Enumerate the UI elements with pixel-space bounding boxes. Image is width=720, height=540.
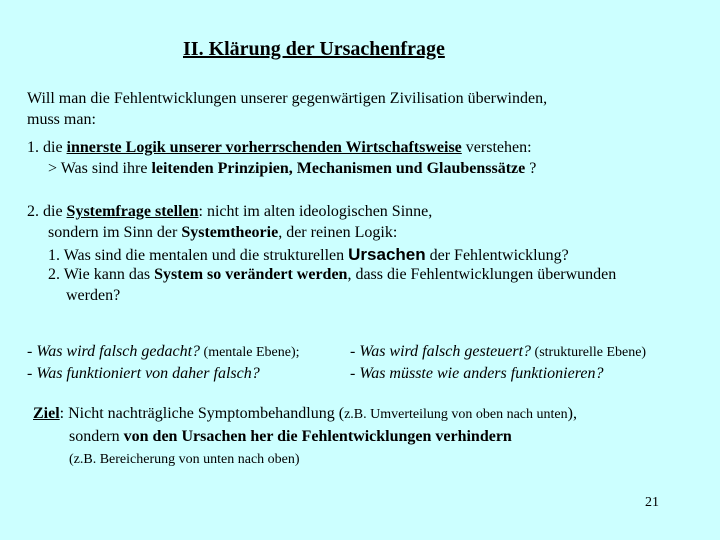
- goal-paren-close: ),: [567, 405, 577, 422]
- point-2-suffix: : nicht im alten ideologischen Sinne,: [198, 203, 433, 220]
- point-2-q2-emphasis: System so verändert werden: [154, 266, 348, 283]
- point-1-sub-emphasis: leitenden Prinzipien, Mechanismen und Glaubenssätze: [151, 160, 526, 177]
- point-2-line-2: [48, 224, 397, 242]
- question-left-2: - Was funktioniert von daher falsch?: [27, 365, 260, 382]
- point-1-prefix: 1. die: [27, 139, 67, 156]
- goal-text: Nicht nachträgliche Symptombehandlung: [68, 405, 335, 422]
- question-right-1: [350, 343, 646, 361]
- goal-line: [33, 405, 577, 423]
- point-2-q1-emphasis: Ursachen: [348, 245, 426, 264]
- page-number: 21: [645, 495, 659, 510]
- point-2-emphasis: Systemfrage stellen: [66, 203, 199, 220]
- question-left-1-text: - Was wird falsch gedacht?: [27, 343, 201, 360]
- point-2-line-2-suffix: , der reinen Logik:: [278, 224, 398, 241]
- question-left-1-note: (mentale Ebene);: [200, 345, 300, 360]
- goal-line-2: [69, 428, 512, 446]
- question-right-1-note: (strukturelle Ebene): [531, 345, 647, 360]
- goal-colon: :: [59, 405, 69, 422]
- point-1-line: [27, 139, 532, 157]
- goal-note-1: z.B. Umverteilung von oben nach unten: [344, 407, 568, 422]
- page-title: II. Klärung der Ursachenfrage: [183, 38, 445, 60]
- point-2-q1-prefix: 1. Was sind die mentalen und die strukturellen: [48, 247, 349, 264]
- point-2-line: [27, 203, 432, 221]
- goal-paren-open: (: [334, 405, 345, 422]
- goal-line-2-prefix: sondern: [69, 428, 124, 445]
- point-2-prefix: 2. die: [27, 203, 67, 220]
- goal-label: Ziel: [33, 405, 60, 422]
- point-2-line-2-prefix: sondern im Sinn der: [48, 224, 182, 241]
- question-right-1-text: - Was wird falsch gesteuert?: [350, 343, 532, 360]
- goal-line-2-emphasis: von den Ursachen her die Fehlentwicklungen verhindern: [123, 428, 512, 445]
- point-2-question-2-continued: werden?: [66, 287, 121, 304]
- point-2-question-2: [48, 266, 616, 284]
- point-2-question-1: [48, 245, 569, 265]
- point-1-suffix: verstehen:: [461, 139, 532, 156]
- question-right-2: - Was müsste wie anders funktionieren?: [350, 365, 604, 382]
- intro-line-1: Will man die Fehlentwicklungen unserer gegenwärtigen Zivilisation überwinden,: [27, 90, 548, 107]
- point-1-emphasis: innerste Logik unserer vorherrschenden Wirtschaftsweise: [66, 139, 462, 156]
- question-left-1: [27, 343, 300, 361]
- point-2-line-2-emphasis: Systemtheorie: [181, 224, 279, 241]
- point-1-sub-prefix: > Was sind ihre: [48, 160, 152, 177]
- goal-note-2: (z.B. Bereicherung von unten nach oben): [69, 452, 300, 467]
- intro-line-2: muss man:: [27, 111, 96, 128]
- point-2-q2-suffix: , dass die Fehlentwicklungen überwunden: [347, 266, 617, 283]
- point-1-sub-suffix: ?: [525, 160, 537, 177]
- point-2-q2-prefix: 2. Wie kann das: [48, 266, 155, 283]
- point-1-subline: [48, 160, 536, 178]
- point-2-q1-suffix: der Fehlentwicklung?: [425, 247, 569, 264]
